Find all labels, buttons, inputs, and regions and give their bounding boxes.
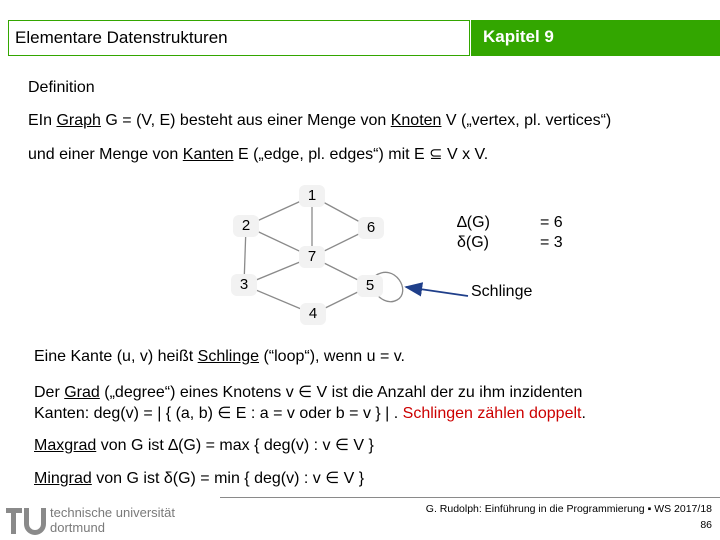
loop-arrow <box>406 287 468 296</box>
min-degree-value: = 3 <box>540 234 563 251</box>
text: von G ist δ(G) = min { deg(v) : v ∈ V } <box>91 470 365 487</box>
footer-divider <box>220 497 720 498</box>
graph-node: 4 <box>300 303 326 325</box>
max-degree-label: ∆(G) <box>457 214 490 231</box>
term-maxgrad: Maxgrad <box>34 437 97 454</box>
university-line-1: technische universität <box>50 505 176 520</box>
term-graph: Graph <box>56 112 101 129</box>
graph-node: 7 <box>299 246 325 268</box>
mingrad-definition <box>34 468 364 488</box>
maxgrad-definition <box>34 435 374 455</box>
university-line-2: dortmund <box>50 520 105 535</box>
text: (“loop“), wenn u = v. <box>259 348 405 365</box>
header-title: Elementare Datenstrukturen <box>15 28 228 47</box>
term-mingrad: Mingrad <box>34 470 92 487</box>
text: Eine Kante (u, v) heißt <box>34 348 198 365</box>
text: . <box>581 405 586 422</box>
text: G = (V, E) besteht aus einer Menge von <box>100 112 391 129</box>
term-knoten: Knoten <box>390 112 442 129</box>
graph-node: 2 <box>233 215 259 237</box>
highlight-text: Schlingen zählen doppelt <box>402 405 582 422</box>
degree-definition-line-2 <box>34 403 586 423</box>
term-schlinge: Schlinge <box>197 348 260 365</box>
text: EIn <box>28 112 57 129</box>
term-grad: Grad <box>64 384 100 401</box>
university-name <box>50 505 175 535</box>
loop-label: Schlinge <box>471 283 533 300</box>
text: und einer Menge von <box>28 146 183 163</box>
page-number: 86 <box>700 519 712 531</box>
max-degree-value: = 6 <box>540 214 563 231</box>
chapter-label: Kapitel 9 <box>483 27 554 46</box>
text: von G ist ∆(G) = max { deg(v) : v ∈ V } <box>96 437 374 454</box>
min-degree-label: δ(G) <box>457 234 490 251</box>
footer-credit: G. Rudolph: Einführung in die Programmierung ▪ WS 2017/18 <box>425 503 712 515</box>
graph-node: 1 <box>299 185 325 207</box>
loop-definition <box>34 348 405 366</box>
text: („degree“) eines Knotens v ∈ V ist die Anzahl der zu ihm inzidenten <box>99 384 583 401</box>
text: Kanten: deg(v) = | { (a, b) ∈ E : a = v oder b = v } | . <box>34 405 403 422</box>
graph-node: 3 <box>231 274 257 296</box>
text: E („edge, pl. edges“) mit E ⊆ V x V. <box>233 146 489 163</box>
text: V („vertex, pl. vertices“) <box>441 112 612 129</box>
definition-title: Definition <box>28 79 95 96</box>
tu-logo-icon <box>4 504 48 538</box>
term-kanten: Kanten <box>182 146 234 163</box>
degree-definition-line-1 <box>34 382 582 402</box>
text: Der <box>34 384 65 401</box>
graph-node: 6 <box>358 217 384 239</box>
graph-node: 5 <box>357 275 383 297</box>
